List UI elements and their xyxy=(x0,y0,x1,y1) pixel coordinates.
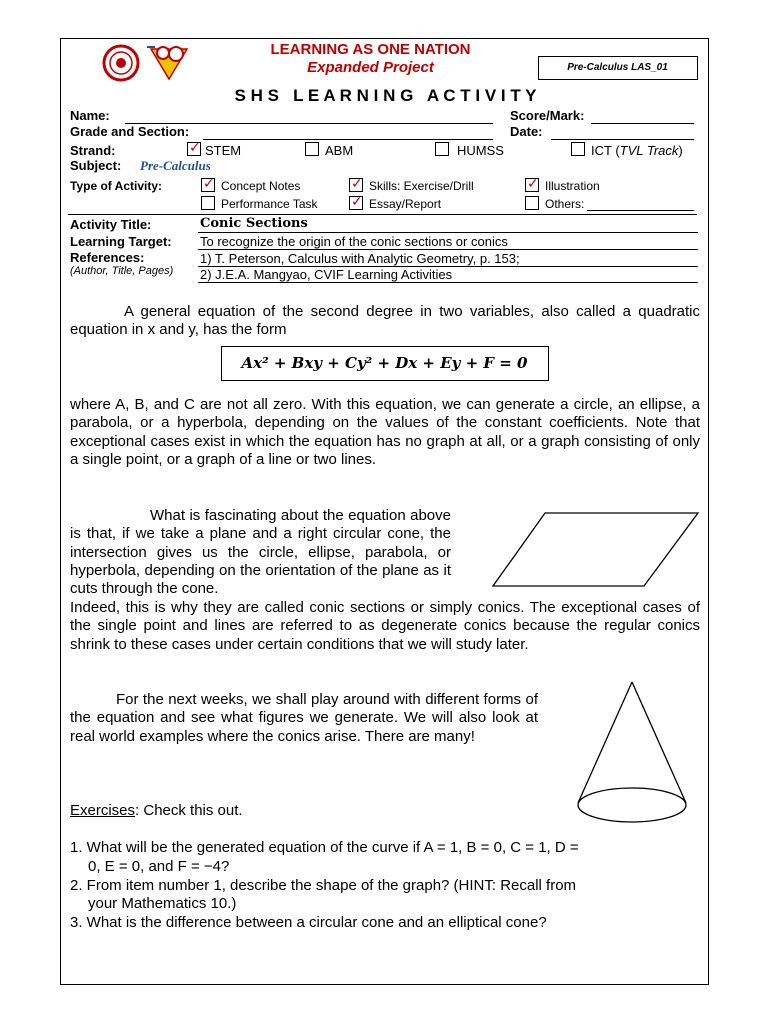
activity-code: Pre-Calculus LAS_01 xyxy=(567,62,668,73)
subject-label: Subject: xyxy=(70,158,122,173)
code-box xyxy=(538,56,698,80)
exercises-label: Exercises xyxy=(70,802,136,819)
date-field[interactable] xyxy=(551,139,694,140)
strand-ict-checkbox[interactable] xyxy=(571,142,585,156)
activity-title-label: Activity Title: xyxy=(70,217,152,232)
reference-2-line xyxy=(198,282,698,283)
target-value: To recognize the origin of the conic sections or conics xyxy=(200,234,508,249)
reference-2: 2) J.E.A. Mangyao, CVIF Learning Activities xyxy=(200,267,453,282)
subject-value: Pre-Calculus xyxy=(140,158,211,173)
equation-box xyxy=(221,346,549,381)
separator xyxy=(68,214,697,215)
cone-figure xyxy=(573,679,691,827)
exercises-heading: Exercises: Check this out. xyxy=(70,802,243,819)
type-performance-label: Performance Task xyxy=(221,197,318,211)
general-equation: Ax² + Bxy + Cy² + Dx + Ey + F = 0 xyxy=(241,354,528,372)
strand-stem-label: STEM xyxy=(205,143,242,158)
paragraph-2b: Indeed, this is why they are called conic sections or simply conics. The exceptional cases of the single point and lines are referred to as degenerate conics because the regular conics shrink to these cases under certain conditions that we will study later. xyxy=(70,599,700,653)
question-1-line-1: 1. What will be the generated equation of the curve if A = 1, B = 0, C = 1, D = xyxy=(70,839,579,856)
question-2-line-2: your Mathematics 10.) xyxy=(88,895,237,912)
paragraph-1: where A, B, and C are not all zero. With this equation, we can generate a circle, an ellipse, a parabola, or a hyperbola, depending on the values of the constant coefficients. Note that exceptional cases exist in which the equation has no graph at all, or a graph consisting of only a single point, or a graph of a line or two lines. xyxy=(70,396,700,468)
paragraph-3: For the next weeks, we shall play around with different forms of the equation and see what figures we generate. We will also look at real world examples where the conics arise. There are many! xyxy=(70,691,538,745)
question-1-line-2: 0, E = 0, and F = −4? xyxy=(88,858,230,875)
question-3: 3. What is the difference between a circular cone and an elliptical cone? xyxy=(70,914,547,931)
type-others-checkbox[interactable] xyxy=(525,196,539,210)
type-concept-checkbox[interactable] xyxy=(201,178,215,192)
grade-field[interactable] xyxy=(203,139,493,140)
type-others-label: Others: xyxy=(545,197,585,211)
question-2-line-1: 2. From item number 1, describe the shape of the graph? (HINT: Recall from xyxy=(70,877,577,894)
name-label: Name: xyxy=(70,108,110,123)
type-concept-label: Concept Notes xyxy=(221,179,301,193)
references-label: References: xyxy=(70,250,145,265)
strand-ict-label: ICT (TVL Track) xyxy=(591,143,683,158)
strand-abm-label: ABM xyxy=(325,143,354,158)
strand-label: Strand: xyxy=(70,143,116,158)
activity-sheet xyxy=(60,38,709,985)
score-field[interactable] xyxy=(591,123,694,124)
strand-humss-checkbox[interactable] xyxy=(435,142,449,156)
date-label: Date: xyxy=(510,124,543,139)
plane-figure xyxy=(491,509,701,589)
score-label: Score/Mark: xyxy=(510,108,585,123)
strand-abm-checkbox[interactable] xyxy=(305,142,319,156)
strand-humss-label: HUMSS xyxy=(457,143,504,158)
type-performance-checkbox[interactable] xyxy=(201,196,215,210)
type-essay-checkbox[interactable] xyxy=(349,196,363,210)
others-field[interactable] xyxy=(587,210,694,211)
page-subtitle: Expanded Project xyxy=(307,59,434,76)
activity-heading: S H S L E A R N I N G A C T I V I T Y xyxy=(234,86,537,105)
type-illustration-checkbox[interactable] xyxy=(525,178,539,192)
paragraph-2a: What is fascinating about the equation above is that, if we take a plane and a right circular cone, the intersection gives us the circle, ellipse, parabola, or hyperbola, depending on the orientation of the plane as it cuts through the cone. xyxy=(70,507,451,598)
type-skills-label: Skills: Exercise/Drill xyxy=(369,179,474,193)
target-label: Learning Target: xyxy=(70,234,172,249)
references-sublabel: (Author, Title, Pages) xyxy=(70,265,174,277)
activity-title-value: Conic Sections xyxy=(200,216,308,231)
type-label: Type of Activity: xyxy=(70,179,163,193)
target-line xyxy=(198,249,698,250)
intro-paragraph: A general equation of the second degree in two variables, also called a quadratic equation in x and y, has the form xyxy=(70,303,700,339)
type-skills-checkbox[interactable] xyxy=(349,178,363,192)
strand-stem-checkbox[interactable] xyxy=(187,142,201,156)
page-title: LEARNING AS ONE NATION xyxy=(270,41,471,58)
reference-1: 1) T. Peterson, Calculus with Analytic Geometry, p. 153; xyxy=(200,251,520,266)
type-essay-label: Essay/Report xyxy=(369,197,442,211)
grade-label: Grade and Section: xyxy=(70,124,190,139)
type-illustration-label: Illustration xyxy=(545,179,600,193)
activity-title-line xyxy=(198,232,698,233)
